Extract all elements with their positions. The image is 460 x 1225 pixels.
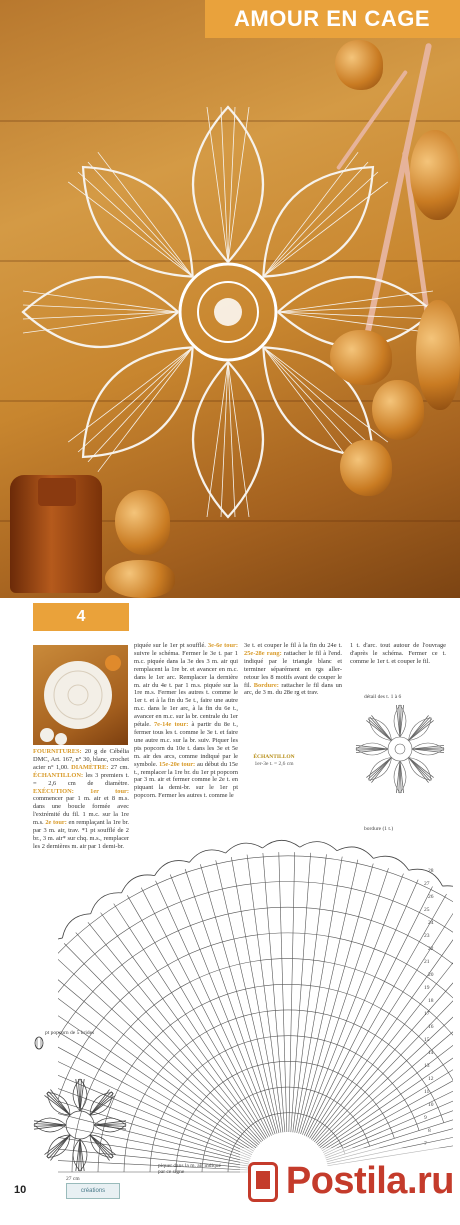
petal-shape bbox=[193, 107, 263, 262]
tour15-text: au début du 15e t., remplacer la 1re br. du 1er pt popcorn par 3 m. air et fermer comme le 2e t. en piquant la demi-br. sur le 1er pt popcorn. Fermer les autres t. comme le bbox=[134, 760, 238, 800]
chart-scallop bbox=[443, 886, 453, 906]
chart-stitch-line bbox=[306, 886, 432, 1136]
instructions-column-3 bbox=[244, 642, 342, 697]
bordure-text: rattacher le fil dans un arc, de 3 m. du 28e rg et trav. bbox=[244, 681, 342, 697]
chart-scallop bbox=[263, 840, 300, 848]
petal-mesh-line bbox=[263, 162, 368, 277]
legend-popcorn: pt popcorn de 5 brides bbox=[45, 1030, 95, 1036]
column2-intro: piquée sur le 1er pt soufflé. bbox=[134, 642, 206, 649]
row-number: 22 bbox=[428, 946, 434, 952]
chart-stitch-line bbox=[297, 860, 358, 1133]
row-number: 18 bbox=[428, 998, 434, 1004]
pattern-number: 4 bbox=[33, 603, 129, 631]
petal-mesh-line bbox=[408, 757, 428, 782]
petal-mesh-line bbox=[263, 182, 387, 277]
thumbnail-photo bbox=[33, 645, 128, 745]
physalis-fruit bbox=[105, 560, 175, 598]
petal-shape bbox=[193, 362, 263, 517]
row-number: 8 bbox=[428, 1128, 431, 1134]
physalis-fruit bbox=[410, 130, 460, 220]
tour3-text: suivre le schéma. Fermer le 3e t. par 1 m.c. piquée dans la 3e des 3 m. air qui remplacent la 1re br. et avancer en m.c. dans le 1er arc. Remplacer la dernière m. air du 4e t. par 1 m.s. piquée sur la 1re m.s. Fermer les autres t. comme le 1er t. et à la fin du 5e t., faire une autre m.c. dans le 1er arc, à la fin du 6e t., avancer en m.c. sur la br. centrale du 1er pétale. bbox=[134, 649, 238, 729]
execution-label: EXÉCUTION: 1er tour: bbox=[33, 787, 129, 795]
physalis-fruit bbox=[330, 330, 392, 385]
column4-text: 1 t. d'arc. tout autour de l'ouvrage d'après le schéma. Fermer ce t. comme le 1er t. et couper le fil. bbox=[350, 642, 446, 665]
chart-stitch-line bbox=[304, 880, 418, 1136]
physalis-fruit bbox=[115, 490, 170, 555]
diametre-label: DIAMÈTRE: bbox=[71, 763, 109, 771]
petal-mesh-line bbox=[78, 172, 193, 277]
instructions-column-2 bbox=[134, 642, 238, 800]
fournitures-label: FOURNITURES: bbox=[33, 748, 82, 755]
bottle-cap bbox=[38, 478, 76, 506]
tour3-label: 3e-6e tour: bbox=[207, 642, 238, 649]
row-number: 28 bbox=[428, 868, 434, 874]
petal-shape bbox=[83, 167, 193, 277]
row-number: 10 bbox=[428, 1102, 434, 1108]
diameter-label: 27 cm bbox=[66, 1176, 80, 1182]
echantillon-box bbox=[253, 754, 295, 767]
petal-shape bbox=[23, 277, 178, 347]
petal-mesh-line bbox=[68, 182, 192, 277]
chart-stitch-line bbox=[114, 904, 266, 1139]
echantillon-box-text: 1er-3e t. = 2,6 cm bbox=[254, 760, 294, 767]
row-number: 17 bbox=[424, 1011, 430, 1017]
chart-stitch-line bbox=[323, 1017, 453, 1153]
chart-stitch-line bbox=[127, 895, 268, 1137]
chart-stitch-line bbox=[141, 888, 269, 1137]
echantillon-label: ÉCHANTILLON: bbox=[33, 771, 84, 779]
physalis-fruit bbox=[416, 300, 460, 410]
row-number: 7 bbox=[424, 1141, 427, 1147]
bordure-label: Bordure: bbox=[253, 681, 279, 689]
row-number: 16 bbox=[428, 1024, 434, 1030]
watermark: Postila.ru bbox=[285, 1160, 454, 1202]
petal-shape bbox=[263, 167, 373, 277]
rang25-label: 25e-28e rang: bbox=[244, 649, 282, 657]
rang25-text: rattacher le fil à l'end. indiqué par le triangle blanc et terminer séparément en rgs aller-retour les 8 motifs avant de couper le fil. bbox=[244, 649, 342, 689]
chart-scallop bbox=[373, 856, 408, 870]
popcorn-symbol-icon bbox=[33, 1036, 45, 1050]
petal-shape bbox=[83, 347, 193, 457]
chart-stitch-line bbox=[295, 857, 342, 1133]
row-number: 26 bbox=[428, 894, 434, 900]
chart-stitch-line bbox=[216, 860, 279, 1133]
chart-stitch-line bbox=[299, 864, 374, 1134]
column3-intro: 3e t. et couper le fil à la fin du 24e t. bbox=[244, 642, 342, 649]
petal-mesh-line bbox=[98, 347, 193, 471]
tour7-text: à partir du 8e t., fermer tous les t. comme le 3e t. et faire une autre m.c. sur la br. suiv. Piquer les pts popcorn du 10e t. dans les 3e et 5e m. air des arcs, comme indiqué par le symbole. bbox=[134, 721, 238, 768]
petal-mesh-line bbox=[366, 757, 391, 777]
petal-mesh-line bbox=[408, 720, 433, 740]
bookmark-icon bbox=[248, 1162, 278, 1202]
row-number: 25 bbox=[424, 907, 430, 913]
chart-scallop bbox=[91, 893, 122, 914]
row-number: 24 bbox=[428, 920, 434, 926]
tour2-text: en remplaçant la 1re br. par 3 m. air, trav. *1 pt soufflé de 2 br., 3 m. air* sur chq. m.s., remplacer les 2 dernières m. air par 1 demi-br. bbox=[33, 819, 129, 850]
chart-scallop bbox=[226, 843, 263, 853]
petal-mesh-line bbox=[263, 172, 378, 277]
page-number: 10 bbox=[14, 1184, 27, 1196]
row-number: 15 bbox=[424, 1037, 430, 1043]
row-number: 11 bbox=[424, 1089, 430, 1095]
petal-mesh-line bbox=[68, 347, 192, 442]
petal-mesh-line bbox=[88, 162, 193, 277]
chart-scallop bbox=[62, 914, 90, 938]
row-number: 23 bbox=[424, 933, 430, 939]
thumbnail-doily bbox=[33, 645, 128, 745]
detail-label: détail des t. 1 à 6 bbox=[364, 694, 402, 700]
physalis-fruit bbox=[372, 380, 424, 440]
chart-scallop bbox=[189, 850, 225, 862]
doily-photo bbox=[0, 0, 460, 598]
petal-mesh-line bbox=[88, 347, 193, 462]
petal-mesh-line bbox=[78, 347, 193, 452]
echantillon-text: les 3 premiers t. = 2,6 cm de diamètre. bbox=[33, 771, 129, 787]
chart-stitch-line bbox=[293, 854, 327, 1132]
chart-stitch-line bbox=[279, 852, 287, 1132]
row-number: 13 bbox=[424, 1063, 430, 1069]
tour7-label: 7e-14e tour: bbox=[153, 721, 189, 729]
fournitures-text: 20 g de Cébélia DMC, Art. 167, n° 30, blanc, crochet acier n° 1,00. bbox=[33, 748, 129, 771]
page-title: AMOUR EN CAGE bbox=[234, 6, 430, 31]
execution-text: commencer par 1 m. air et 8 m.s. dans une boucle formée avec l'extrémité du fil. 1 m.c. sur la 1re m.s. bbox=[33, 795, 129, 827]
row-number: 9 bbox=[424, 1115, 427, 1121]
tour2-label: 2e tour: bbox=[45, 819, 67, 827]
chart-stitch-line bbox=[302, 874, 403, 1135]
physalis-fruit bbox=[340, 440, 392, 496]
petal-mesh-line bbox=[98, 152, 193, 276]
diametre-text: 27 cm. bbox=[110, 763, 129, 771]
legend-piquer: piquer dans la m. air indiqué par ce signe bbox=[158, 1163, 221, 1175]
row-number: 27 bbox=[424, 881, 430, 887]
chart-stitch-line bbox=[301, 868, 389, 1134]
row-number: 12 bbox=[428, 1076, 434, 1082]
row-number: 14 bbox=[428, 1050, 434, 1056]
magazine-logo: créations bbox=[66, 1183, 120, 1199]
tour15-label: 15e-20e tour: bbox=[159, 760, 196, 768]
chart-scallop bbox=[300, 842, 337, 851]
petal-mesh-line bbox=[263, 152, 358, 276]
row-number: 21 bbox=[424, 959, 430, 965]
assembly-diagram bbox=[30, 1075, 130, 1175]
bordure-diagram-label: bordure (1 t.) bbox=[364, 826, 394, 832]
petal-mesh-line bbox=[371, 715, 391, 740]
chart-scallop bbox=[122, 875, 155, 893]
echantillon-box-title: ÉCHANTILLON bbox=[253, 754, 295, 760]
physalis-fruit bbox=[335, 40, 383, 90]
row-number: 20 bbox=[428, 972, 434, 978]
row-number: 19 bbox=[424, 985, 430, 991]
detail-diagram bbox=[352, 700, 448, 798]
instructions-column-4 bbox=[350, 642, 446, 666]
chart-stitch-line bbox=[263, 853, 285, 1132]
